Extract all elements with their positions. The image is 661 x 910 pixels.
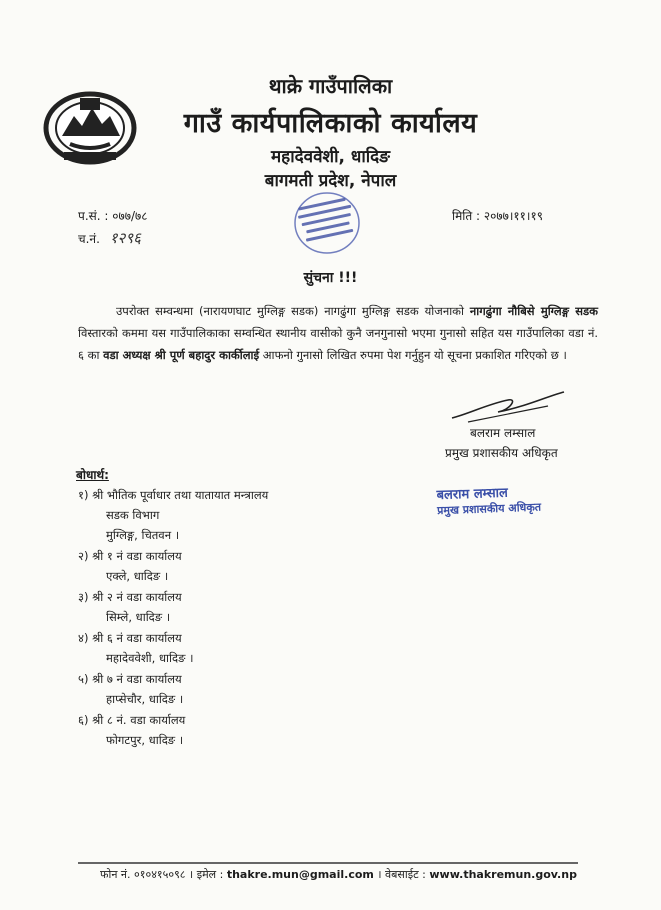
recipient-item: ३) श्री २ नं वडा कार्यालय सिम्ले, धादिङ । <box>78 590 182 624</box>
office-seal-stamp <box>272 188 382 258</box>
recipient-item: २) श्री १ नं वडा कार्यालय एक्ले, धादिङ । <box>78 549 182 583</box>
cc-heading: बोधार्थ: <box>76 468 109 482</box>
stamp-title: प्रमुख प्रशासकीय अधिकृत <box>436 500 542 518</box>
road-name: नागढुंगा नौबिसे मुग्लिङ्ग सडक <box>469 304 598 318</box>
recipient-item: ६) श्री ८ नं. वडा कार्यालय फोगटपुर, धादिङ । <box>78 713 186 747</box>
dispatch-number <box>78 228 141 248</box>
municipality-name: थाक्रे गाउँपालिका <box>268 74 393 98</box>
notice-title: सुंचना !!! <box>303 270 358 286</box>
handwritten-signature <box>448 386 568 426</box>
date-label: मिति : <box>452 209 481 223</box>
stamp-name: बलराम लम्साल <box>436 485 509 504</box>
ward-chair-name: वडा अध्यक्ष श्री पूर्ण बहादुर कार्कीलाई <box>103 348 260 362</box>
footer-contact: फोन नं. ०१०४१५०९८ । इमेल : thakre.mun@gmail.com । वेबसाईट : www.thakremun.gov.np <box>100 868 577 881</box>
signatory-title: प्रमुख प्रशासकीय अधिकृत <box>445 446 558 460</box>
recipient-item: १) श्री भौतिक पूर्वाधार तथा यातायात मन्त्रालय सडक विभाग मुग्लिङ्ग, चितवन । <box>78 488 269 542</box>
date <box>452 207 543 224</box>
province-address: बागमती प्रदेश, नेपाल <box>264 171 397 191</box>
ref-value: ०७७/७८ <box>112 209 148 223</box>
ref-label: प.सं. : <box>78 209 109 223</box>
chalani-label: च.नं. <box>78 232 100 246</box>
recipient-item: ४) श्री ६ नं वडा कार्यालय महादेववेशी, धादिङ । <box>78 631 194 665</box>
phone-number: फोन नं. ०१०४१५०९८ । <box>100 868 194 881</box>
email-link[interactable]: thakre.mun@gmail.com <box>226 868 374 881</box>
website-link[interactable]: www.thakremun.gov.np <box>429 868 577 881</box>
office-title: गाउँ कार्यपालिकाको कार्यालय <box>183 108 478 139</box>
office-address: महादेववेशी, धादिङ <box>271 147 390 167</box>
reference-number <box>78 207 148 224</box>
signatory-name: बलराम लम्साल <box>470 426 536 440</box>
recipient-item: ५) श्री ७ नं वडा कार्यालय हाप्सेचौर, धादिङ । <box>78 672 184 706</box>
notice-body: उपरोक्त सम्वन्धमा (नारायणघाट मुग्लिङ्ग सडक) नागढुंगा मुग्लिङ्ग सडक योजनाको नागढुंगा नौबिसे मुग्लिङ्ग सडक विस्तारको कममा यस गाउँपालिकाका सम्वन्धित स्थानीय वासीको कुनै जनगुनासो भएमा गुनासो सहित यस गाउँपालिका वडा नं. ६ का वडा अध्यक्ष श्री पूर्ण बहादुर कार्कीलाई आफनो गुनासो लिखित रुपमा पेश गर्नुहुन यो सूचना प्रकाशित गरिएको छ । <box>78 304 598 362</box>
name-stamp <box>436 481 562 529</box>
chalani-value: १२९६ <box>109 229 141 247</box>
footer-divider <box>78 862 578 864</box>
date-value: २०७७।११।१९ <box>483 209 543 223</box>
